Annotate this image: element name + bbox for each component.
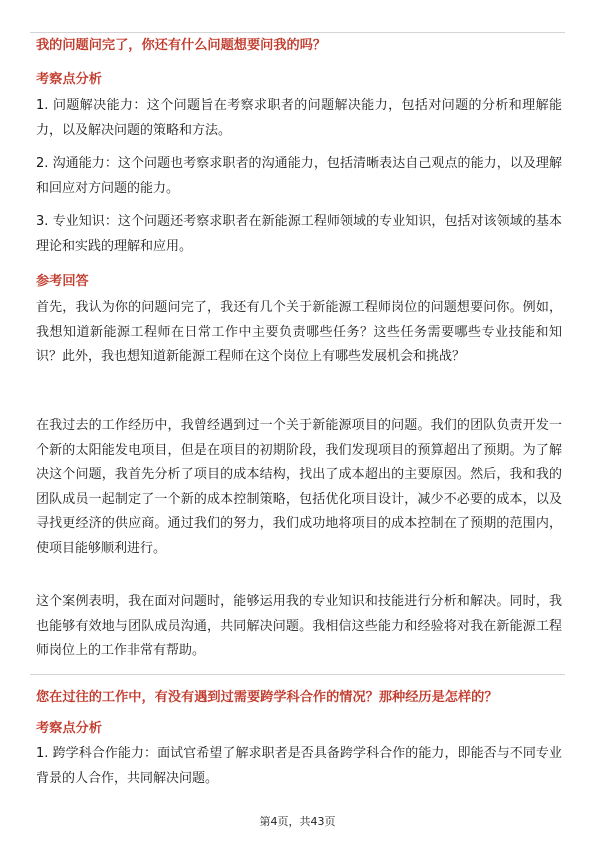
top-divider (30, 32, 565, 33)
section-divider (30, 674, 565, 675)
q1-answer-heading: 参考回答 (36, 274, 89, 289)
q1-analysis-heading: 考察点分析 (36, 72, 102, 87)
q1-analysis-point-3: 3. 专业知识：这个问题还考察求职者在新能源工程师领域的专业知识，包括对该领域的基本理论和实践的理解和应用。 (36, 214, 562, 254)
q1-analysis-point-1: 1. 问题解决能力：这个问题旨在考察求职者的问题解决能力，包括对问题的分析和理解能力，以及解决问题的策略和方法。 (36, 98, 562, 138)
q2-analysis-heading: 考察点分析 (36, 721, 102, 736)
q2-analysis-point-1: 1. 跨学科合作能力：面试官希望了解求职者是否具备跨学科合作的能力，即能否与不同专业背景的人合作，共同解决问题。 (36, 746, 562, 786)
q1-answer-paragraph-1: 首先，我认为你的问题问完了，我还有几个关于新能源工程师岗位的问题想要问你。例如，我想知道新能源工程师在日常工作中主要负责哪些任务？这些任务需要哪些专业技能和知识？此外，我也想知道新能源工程师在这个岗位上有哪些发展机会和挑战？ (36, 300, 562, 364)
q1-answer-paragraph-2: 在我过去的工作经历中，我曾经遇到过一个关于新能源项目的问题。我们的团队负责开发一个新的太阳能发电项目，但是在项目的初期阶段，我们发现项目的预算超出了预期。为了解决这个问题，我首先分析了项目的成本结构，找出了成本超出的主要原因。然后，我和我的团队成员一起制定了一个新的成本控制策略，包括优化项目设计，减少不必要的成本，以及寻找更经济的供应商。通过我们的努力，我们成功地将项目的成本控制在了预期的范围内，使项目能够顺利进行。 (36, 418, 562, 556)
question-1-title: 我的问题问完了，你还有什么问题想要问我的吗？ (36, 38, 327, 53)
q1-answer-paragraph-3: 这个案例表明，我在面对问题时，能够运用我的专业知识和技能进行分析和解决。同时，我也能够有效地与团队成员沟通，共同解决问题。我相信这些能力和经验将对我在新能源工程师岗位上的工作非常有帮助。 (36, 594, 562, 658)
page-number: 第4页，共43页 (259, 815, 336, 828)
q1-analysis-point-2: 2. 沟通能力：这个问题也考察求职者的沟通能力，包括清晰表达自己观点的能力，以及理解和回应对方问题的能力。 (36, 156, 562, 196)
question-2-title: 您在过往的工作中，有没有遇到过需要跨学科合作的情况？那种经历是怎样的？ (36, 690, 498, 705)
